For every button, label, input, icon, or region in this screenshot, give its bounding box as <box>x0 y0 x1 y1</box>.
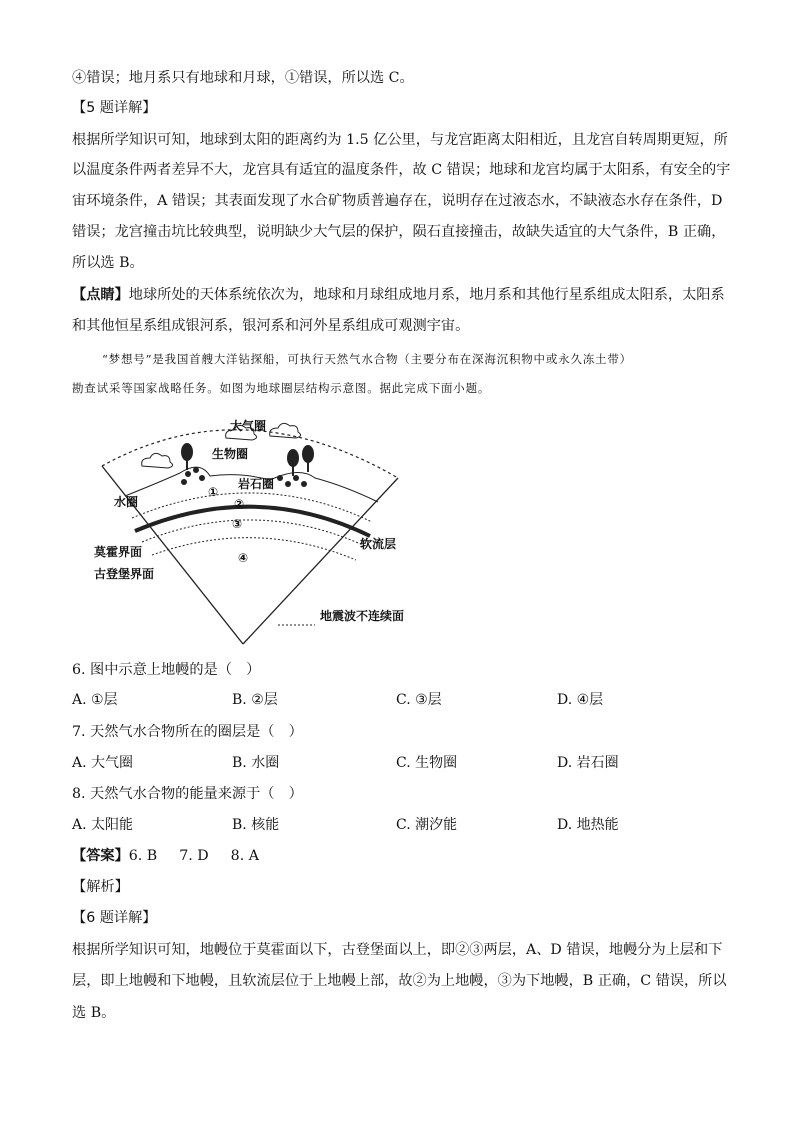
rock-dot <box>193 467 199 473</box>
text-line: ④错误；地月系只有地球和月球，①错误，所以选 C。 <box>72 70 414 86</box>
rock-dot <box>285 481 291 487</box>
tree-trunk <box>307 462 309 472</box>
text-line: 宙环境条件，A 错误；其表面发现了水合矿物质普遍存在，说明存在过液态水，不缺液态水存在条件，D <box>72 193 723 209</box>
answer-7: 7. D <box>179 848 209 864</box>
option-b[interactable]: B. ②层 <box>232 692 278 708</box>
label-asthenosphere: 软流层 <box>360 537 397 551</box>
moho-curve <box>135 507 370 536</box>
text-line: 根据所学知识可知，地幔位于莫霍面以下，古登堡面以上，即②③两层，A、D 错误，地幔分为上层和下 <box>72 942 723 958</box>
rock-dot <box>277 475 283 481</box>
option-c[interactable]: C. ③层 <box>396 692 442 708</box>
tree-trunk <box>292 466 294 476</box>
question-stem: 8. 天然气水合物的能量来源于（ ） <box>72 786 303 802</box>
option-c[interactable]: C. 生物圈 <box>396 755 458 771</box>
label-lithosphere: 岩石圈 <box>238 477 275 491</box>
rock-dot <box>301 481 307 487</box>
option-b[interactable]: B. 水圈 <box>232 755 280 771</box>
answer-8: 8. A <box>230 848 259 864</box>
section-heading: 【5 题详解】 <box>72 100 157 116</box>
answer-6: 6. B <box>128 848 158 864</box>
label-discontinuity: 地震波不连续面 <box>320 609 405 623</box>
option-a[interactable]: A. 大气圈 <box>72 755 134 771</box>
section-heading: 【6 题详解】 <box>72 910 157 926</box>
rock-dot <box>293 475 299 481</box>
intro-line: “梦想号”是我国首艘大洋钻探船，可执行天然气水合物（主要分布在深海沉积物中或永久冻土带） <box>102 352 632 366</box>
rock-dot <box>185 471 191 477</box>
question-stem: 6. 图中示意上地幔的是（ ） <box>72 662 261 678</box>
answer-tag: 【答案】 <box>72 848 129 864</box>
tree-icon <box>302 445 314 463</box>
option-d[interactable]: D. 岩石圈 <box>557 755 619 771</box>
tree-icon <box>287 449 299 467</box>
analysis-heading: 【解析】 <box>72 879 129 895</box>
earth-layer-diagram <box>80 408 420 648</box>
text-line: 根据所学知识可知，地球到太阳的距离约为 1.5 亿公里，与龙宫距离太阳相近，且龙宫自转周期更短，所 <box>72 132 728 148</box>
text-line: 层，即上地幔和下地幔，且软流层位于上地幔上部，故②为上地幔，③为下地幔，B 正确，C 错误，所以 <box>72 973 727 989</box>
text-line: 以温度条件两者差异不大，龙宫具有适宜的温度条件，故 C 错误；地球和龙宫均属于太阳系，有安全的宇 <box>72 162 731 178</box>
option-a[interactable]: A. ①层 <box>72 692 118 708</box>
text-line: 和其他恒星系组成银河系，银河系和河外星系组成可观测宇宙。 <box>72 318 470 334</box>
option-b[interactable]: B. 核能 <box>232 817 280 833</box>
mantle-curve <box>142 520 365 546</box>
label-biosphere: 生物圈 <box>212 447 249 461</box>
question-stem: 7. 天然气水合物所在的圈层是（ ） <box>72 724 303 740</box>
intro-line: 勘查试采等国家战略任务。如图为地球圈层结构示意图。据此完成下面小题。 <box>72 381 491 395</box>
sector-outline-top <box>102 430 398 478</box>
label-hydrosphere: 水圈 <box>114 495 139 509</box>
label-moho: 莫霍界面 <box>94 545 143 559</box>
layer-number-2: ② <box>234 497 245 511</box>
layer-number-4: ④ <box>238 551 249 565</box>
option-a[interactable]: A. 太阳能 <box>72 817 134 833</box>
text-line: 错误；龙宫撞击坑比较典型，说明缺少大气层的保护，陨石直接撞击，故缺失适宜的大气条件，B 正确， <box>72 224 726 240</box>
tree-icon <box>181 443 193 461</box>
dianjing-text: 地球所处的天体系统依次为，地球和月球组成地月系，地月系和其他行星系组成太阳系，太阳系 <box>128 287 725 303</box>
rock-dot <box>199 475 205 481</box>
label-atmosphere: 大气圈 <box>230 419 267 433</box>
tree-trunk <box>186 460 188 470</box>
layer-number-3: ③ <box>232 517 243 531</box>
rock-dot <box>181 479 187 485</box>
cloud-icon <box>270 423 301 438</box>
option-c[interactable]: C. 潮汐能 <box>396 817 458 833</box>
dianjing-paragraph <box>72 285 725 305</box>
dianjing-tag: 【点睛】 <box>72 287 129 303</box>
option-d[interactable]: D. ④层 <box>557 692 604 708</box>
option-d[interactable]: D. 地热能 <box>557 817 619 833</box>
text-line: 所以选 B。 <box>72 255 144 271</box>
text-line: 选 B。 <box>72 1005 116 1021</box>
answer-line <box>72 846 281 866</box>
layer-number-1: ① <box>208 485 219 499</box>
label-gutenberg: 古登堡界面 <box>94 567 155 581</box>
cloud-icon <box>142 453 173 468</box>
